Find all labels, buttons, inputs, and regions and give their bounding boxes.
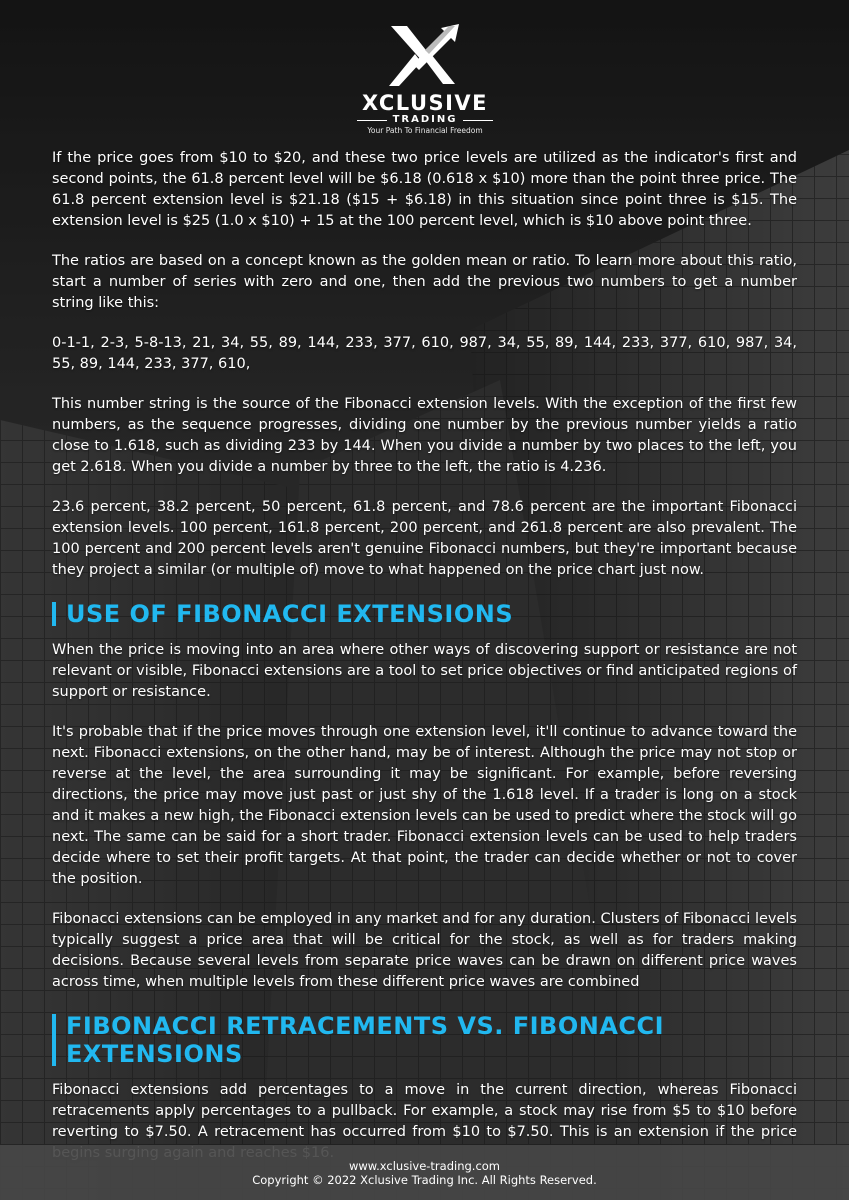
footer-copyright: Copyright © 2022 Xclusive Trading Inc. All Rights Reserved.	[252, 1173, 597, 1187]
brand-sub-row	[340, 114, 510, 126]
section-heading-retracements-vs-extensions	[52, 1012, 797, 1068]
brand-logo	[340, 20, 510, 136]
section-heading-text: USE OF FIBONACCI EXTENSIONS	[66, 600, 514, 628]
heading-accent-bar	[52, 602, 56, 626]
x-arrow-logo-icon	[385, 20, 465, 92]
brand-tagline: Your Path To Financial Freedom	[367, 126, 483, 135]
paragraph: It's probable that if the price moves through one extension level, it'll continue to advance toward the next. Fibonacci extensions, on the other hand, may be of interest. Although the price may not stop or reverse at the level, the area surrounding it may be significant. For example, before reversing directions, the price may move just past or just shy of the 1.618 level. If a trader is long on a stock and it makes a new high, the Fibonacci extension levels can be used to predict where the stock will go next. The same can be said for a short trader. Fibonacci extension levels can be used to help traders decide where to set their profit targets. At that point, the trader can decide whether or not to cover the position.	[52, 724, 797, 887]
paragraph: 0-1-1, 2-3, 5-8-13, 21, 34, 55, 89, 144, 233, 377, 610, 987, 34, 55, 89, 144, 233, 377, 610, 987, 34, 55, 89, 144, 233, 377, 610,	[52, 335, 797, 372]
brand-sub: TRADING	[392, 114, 458, 125]
brand-name: XCLUSIVE	[361, 91, 489, 115]
article-body	[52, 148, 797, 1183]
paragraph: If the price goes from $10 to $20, and these two price levels are utilized as the indicator's first and second points, the 61.8 percent level will be $6.18 (0.618 x $10) more than the point three price. The 61.8 percent extension level is $21.18 ($15 + $6.18) in this situation since point three is $15. The extension level is $25 (1.0 x $10) + 15 at the 100 percent level, which is $10 above point three.	[52, 150, 797, 229]
divider	[357, 120, 387, 121]
divider	[463, 120, 493, 121]
paragraph: Fibonacci extensions add percentages to a move in the current direction, whereas Fibonacci retracements apply percentages to a pullback. For example, a stock may rise from $5 to $10 before reverting to $7.50. A retracement has occurred from $10 to $7.50. This is an extension if the price	[52, 1082, 797, 1140]
paragraph: This number string is the source of the Fibonacci extension levels. With the exception of the first few numbers, as the sequence progresses, dividing one number by the previous number yields a ratio close to 1.618, such as dividing 233 by 144. When you divide a number by two places to the left, you get 2.618. When you divide a number by three to the left, the ratio is 4.236.	[52, 396, 797, 475]
paragraph: 23.6 percent, 38.2 percent, 50 percent, 61.8 percent, and 78.6 percent are the important Fibonacci extension levels. 100 percent, 161.8 percent, 200 percent, and 261.8 percent are also prevalent. The 100 percent and 200 percent levels aren't genuine Fibonacci numbers, but they're important because they project a similar (or multiple of) move to what happened on the price chart just now.	[52, 499, 797, 578]
footer	[0, 1145, 849, 1200]
heading-accent-bar	[52, 1014, 56, 1066]
section-heading-use-of-fibonacci-extensions	[52, 600, 797, 628]
footer-url: www.xclusive-trading.com	[348, 1159, 501, 1173]
paragraph: Fibonacci extensions can be employed in any market and for any duration. Clusters of Fibonacci levels typically suggest a price area that will be critical for the stock, as well as for traders making decisions. Because several levels from separate price waves can be drawn on different price waves across time, when multiple levels from these different price waves are combined	[52, 911, 797, 990]
section-heading-text: FIBONACCI RETRACEMENTS VS. FIBONACCI EXTENSIONS	[66, 1012, 665, 1068]
paragraph: The ratios are based on a concept known as the golden mean or ratio. To learn more about this ratio, start a number of series with zero and one, then add the previous two numbers to get a number string like this:	[52, 253, 797, 311]
paragraph: When the price is moving into an area where other ways of discovering support or resistance are not relevant or visible, Fibonacci extensions are a tool to set price objectives or find anticipated regions of support or resistance.	[52, 642, 797, 700]
